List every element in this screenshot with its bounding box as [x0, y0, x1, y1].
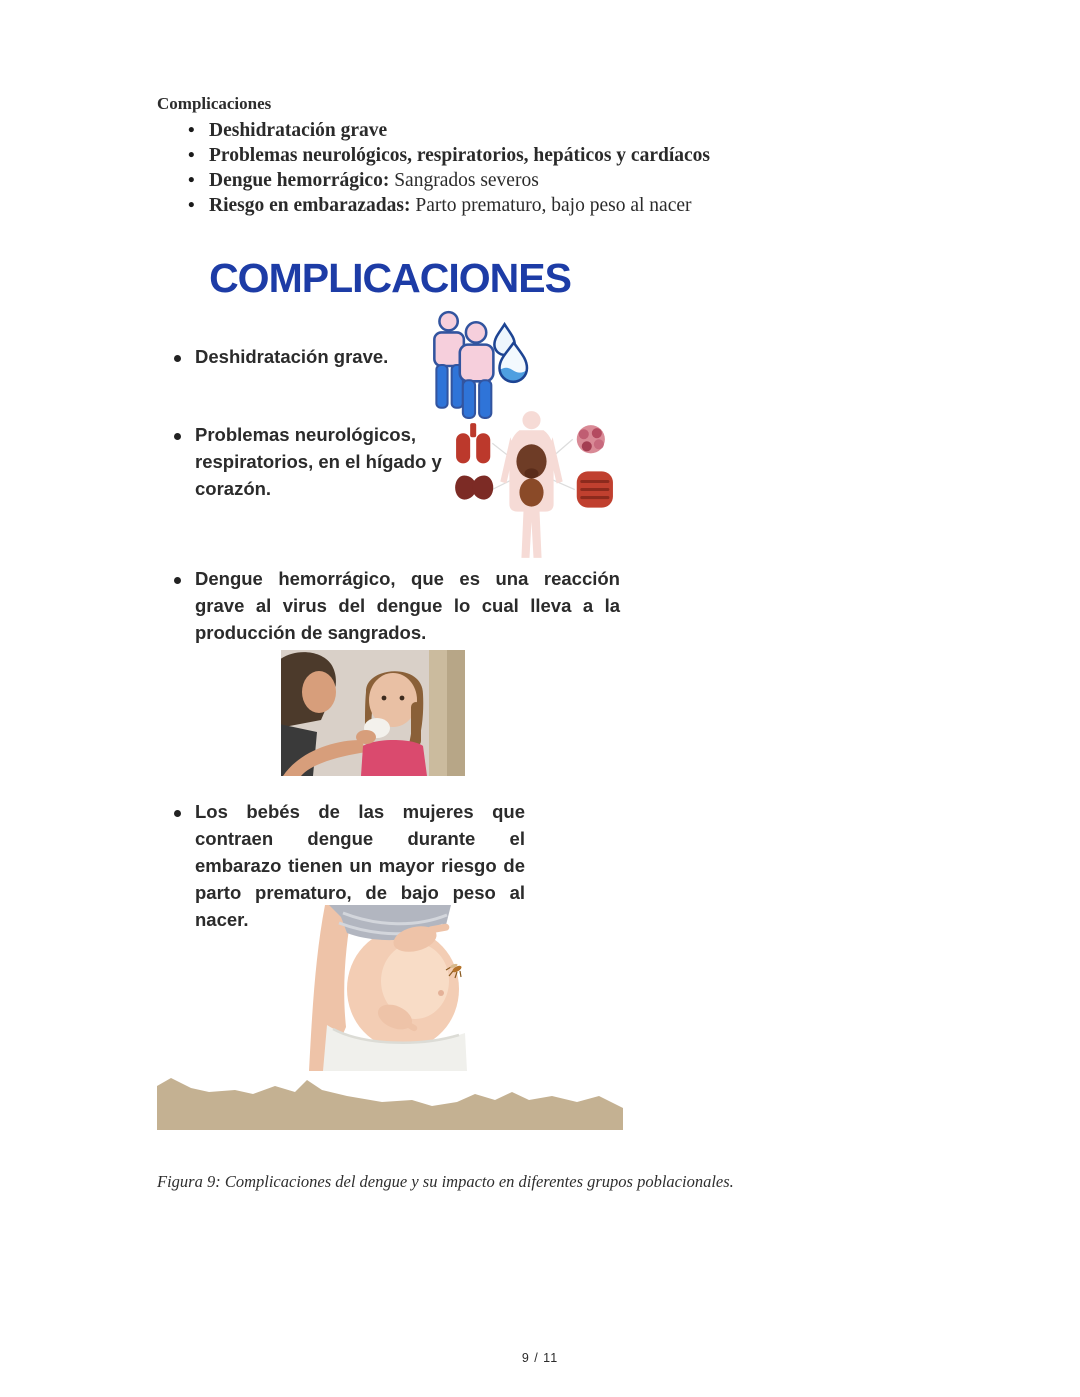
child-nosebleed-photo: [281, 650, 465, 776]
infographic-item-text: Dengue hemorrágico, que es una reacción grave al virus del dengue lo cual lleva a la producción de sangrados.: [195, 568, 620, 643]
bullet-marker: •: [188, 170, 195, 191]
list-item: [188, 143, 888, 168]
human-body-organs-diagram: [440, 409, 623, 562]
list-item-text: Dengue hemorrágico: Sangrados severos: [209, 170, 539, 191]
list-item-text: Riesgo en embarazadas: Parto prematuro, bajo peso al nacer: [209, 195, 692, 216]
section-heading: Complicaciones: [157, 94, 272, 113]
infographic-item-text: Deshidratación grave.: [195, 346, 389, 367]
bullet-marker: [174, 810, 181, 817]
sand-ground-graphic: [157, 1068, 623, 1130]
list-item-text: Deshidratación grave: [209, 120, 388, 141]
bullet-marker: •: [188, 120, 195, 141]
infographic-item-text: Los bebés de las mujeres que contraen dengue durante el embarazo tienen un mayor riesgo de parto prematuro, de bajo peso al nacer.: [195, 801, 525, 930]
bullet-marker: •: [188, 195, 195, 216]
list-item: [188, 193, 888, 218]
list-item: [188, 118, 888, 143]
bullet-marker: [174, 577, 181, 584]
infographic-item-text: Problemas neurológicos, respiratorios, en el hígado y corazón.: [195, 424, 442, 499]
list-item-text: Problemas neurológicos, respiratorios, hepáticos y cardíacos: [209, 145, 711, 166]
infographic-title: COMPLICACIONES: [209, 255, 571, 301]
bullet-marker: [174, 355, 181, 362]
page-number: 9 / 11: [521, 1351, 559, 1365]
figure-caption: Figura 9: Complicaciones del dengue y su impacto en diferentes grupos poblacionales.: [157, 1172, 734, 1191]
bullet-marker: •: [188, 145, 195, 166]
pregnant-belly-photo: [299, 905, 481, 1071]
infographic-image: [157, 253, 623, 1130]
bullet-list: [188, 118, 888, 218]
bullet-marker: [174, 433, 181, 440]
list-item: [188, 168, 888, 193]
dehydrated-people-water-drops-icon: [415, 308, 529, 420]
